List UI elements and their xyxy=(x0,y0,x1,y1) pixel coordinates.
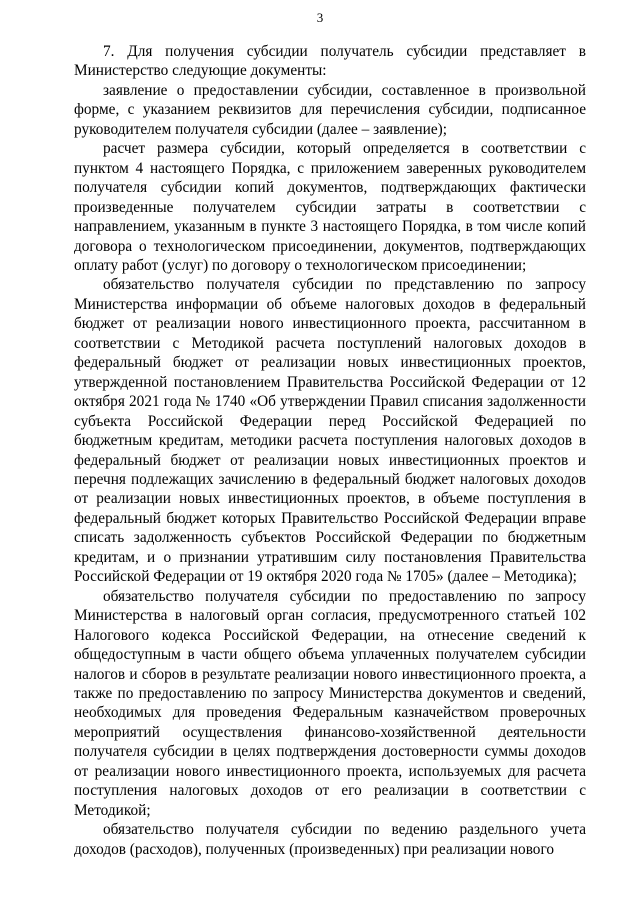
paragraph-tax-income-obligation: обязательство получателя субсидии по представлению по запросу Министерства информации об объеме налоговых доходов в федеральный бюджет от реализации нового инвестиционного проекта, рассчитанном в соответствии с Методикой расчета поступлений налоговых доходов в федеральный бюджет от реализации новых инвестиционных проектов, утвержденной постановлением Правительства Российской Федерации от 12 октября 2021 года № 1740 «Об утверждении Правил списания задолженности субъекта Российской Федерации перед Российской Федерацией по бюджетным кредитам, методики расчета поступления налоговых доходов в федеральный бюджет от реализации новых инвестиционных проектов и перечня подлежащих зачислению в федеральный бюджет налоговых доходов от реализации новых инвестиционных проектов, в объеме поступления в федеральный бюджет которых Правительство Российской Федерации вправе списать задолженность субъектов Российской Федерации по бюджетным кредитам, и о признании утратившим силу постановления Правительства Российской Федерации от 19 октября 2020 года № 1705» (далее – Методика); xyxy=(74,276,586,586)
paragraph-tax-consent-obligation: обязательство получателя субсидии по предоставлению по запросу Министерства в налоговый орган согласия, предусмотренного статьей 102 Налогового кодекса Российской Федерации, на отнесение сведений к общедоступным в части общего объема уплаченных получателем субсидии налогов и сборов в результате реализации нового инвестиционного проекта, а также по предоставлению по запросу Министерства документов и сведений, необходимых для проведения Федеральным казначейством проверочных мероприятий осуществления финансово-хозяйственной деятельности получателя субсидии в целях подтверждения достоверности суммы доходов от реализации нового инвестиционного проекта, используемых для расчета поступления налоговых доходов от его реализации в соответствии с Методикой; xyxy=(74,587,586,819)
paragraph-item-7-intro: 7. Для получения субсидии получатель субсидии представляет в Министерство следующие документы: xyxy=(74,43,586,80)
paragraph-application: заявление о предоставлении субсидии, составленное в произвольной форме, с указанием реквизитов для перечисления субсидии, подписанное руководителем получателя субсидии (далее – заявление); xyxy=(74,81,586,138)
document-body xyxy=(74,42,586,859)
page-number: 3 xyxy=(316,10,324,25)
paragraph-separate-accounting: обязательство получателя субсидии по ведению раздельного учета доходов (расходов), полученных (произведенных) при реализации нового xyxy=(74,821,586,858)
paragraph-subsidy-calculation: расчет размера субсидии, который определяется в соответствии с пунктом 4 настоящего Порядка, с приложением заверенных руководителем получателя субсидии копий документов, подтверждающих фактически произведенные получателем субсидии затраты в соответствии с направлением, указанным в пункте 3 настоящего Порядка, в том числе копий договора о технологическом присоединении, документов, подтверждающих оплату работ (услуг) по договору о технологическом присоединении; xyxy=(74,140,586,274)
